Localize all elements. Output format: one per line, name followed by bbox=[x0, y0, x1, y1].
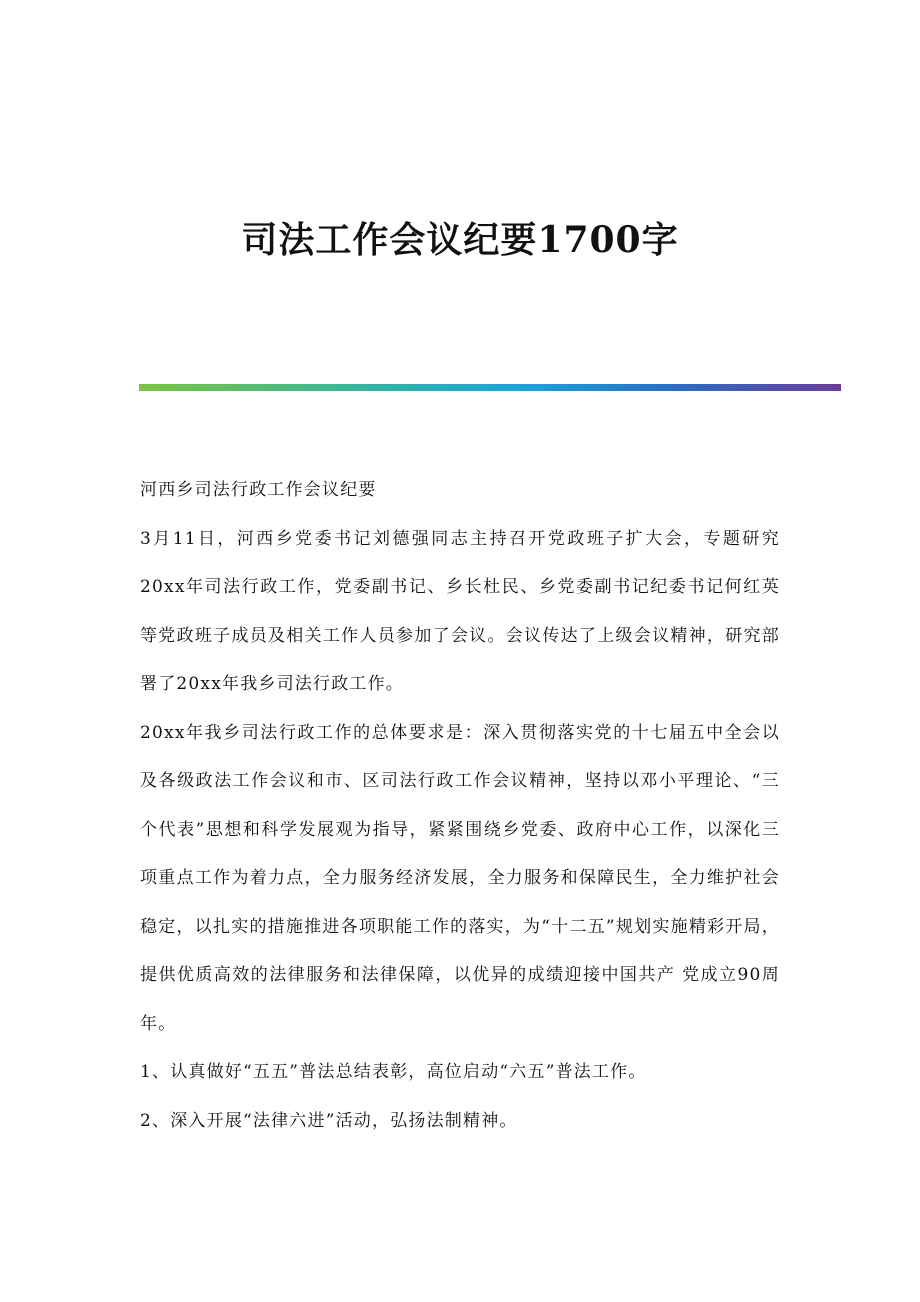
list-item: 2、深入开展“法律六进”活动，弘扬法制精神。 bbox=[140, 1110, 518, 1131]
paragraph: 3月11日，河西乡党委书记刘德强同志主持召开党政班子扩大会，专题研究20xx年司法行政工作，党委副书记、乡长杜民、乡党委副书记纪委书记何红英等党政班子成员及相关工作人员参加了会议。会议传达了上级会议精神，研究部署了20xx年我乡司法行政工作。 bbox=[140, 528, 780, 694]
section-heading: 河西乡司法行政工作会议纪要 bbox=[140, 480, 377, 500]
title-divider bbox=[139, 384, 841, 391]
paragraph: 20xx年我乡司法行政工作的总体要求是：深入贯彻落实党的十七届五中全会以及各级政法工作会议和市、区司法行政工作会议精神，坚持以邓小平理论、“三个代表”思想和科学发展观为指导，紧紧围绕乡党委、政府中心工作，以深化三项重点工作为着力点，全力服务经济发展，全力服务和保障民生，全力维护社会稳定，以扎实的措施推进各项职能工作的落实，为“十二五”规划实施精彩开局，提供优质高效的法律服务和法律保障，以优异的成绩迎接中国共产 党成立90周年。 bbox=[140, 722, 780, 1034]
document-title: 司法工作会议纪要1700字 bbox=[241, 219, 679, 261]
list-item: 1、认真做好“五五”普法总结表彰，高位启动“六五”普法工作。 bbox=[140, 1062, 647, 1082]
document-body bbox=[140, 466, 780, 1145]
